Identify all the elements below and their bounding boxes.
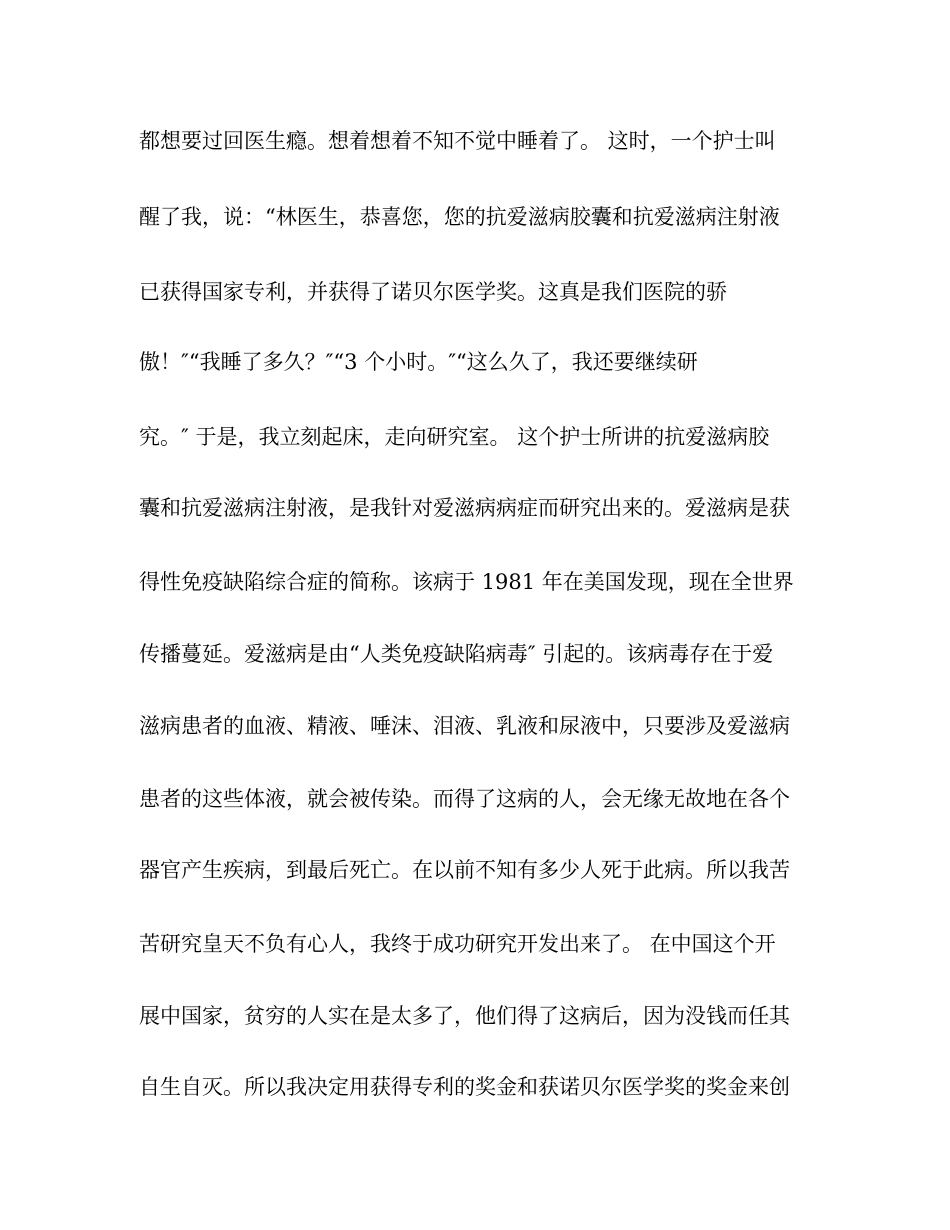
- text-line: 展中国家，贫穷的人实在是太多了，他们得了这病后，因为没钱而任其: [139, 1004, 790, 1028]
- text-line: 患者的这些体液，就会被传染。而得了这病的人，会无缘无故地在各个: [139, 787, 790, 811]
- text-line: 自生自灭。所以我决定用获得专利的奖金和获诺贝尔医学奖的奖金来创: [139, 1075, 790, 1099]
- text-line: 得性免疫缺陷综合症的简称。该病于 1981 年在美国发现，现在全世界: [139, 570, 794, 594]
- text-line: 醒了我，说：“林医生，恭喜您，您的抗爱滋病胶囊和抗爱滋病注射液: [139, 205, 780, 229]
- text-line: 囊和抗爱滋病注射液，是我针对爱滋病病症而研究出来的。爱滋病是获: [139, 496, 790, 520]
- text-line: 器官产生疾病，到最后死亡。在以前不知有多少人死于此病。所以我苦: [139, 858, 790, 882]
- text-line: 已获得国家专利，并获得了诺贝尔医学奖。这真是我们医院的骄: [139, 280, 727, 304]
- text-line: 究。″ 于是，我立刻起床，走向研究室。 这个护士所讲的抗爱滋病胶: [139, 425, 770, 449]
- text-line: 传播蔓延。爱滋病是由“人类免疫缺陷病毒″ 引起的。该病毒存在于爱: [139, 642, 774, 666]
- text-line: 都想要过回医生瘾。想着想着不知不觉中睡着了。 这时，一个护士叫: [139, 129, 776, 153]
- text-line: 傲！″“我睡了多久？″“3 个小时。″“这么久了，我还要继续研: [139, 350, 698, 374]
- text-line: 苦研究皇天不负有心人，我终于成功研究开发出来了。 在中国这个开: [139, 932, 776, 956]
- text-line: 滋病患者的血液、精液、唾沫、泪液、乳液和尿液中，只要涉及爱滋病: [139, 714, 790, 738]
